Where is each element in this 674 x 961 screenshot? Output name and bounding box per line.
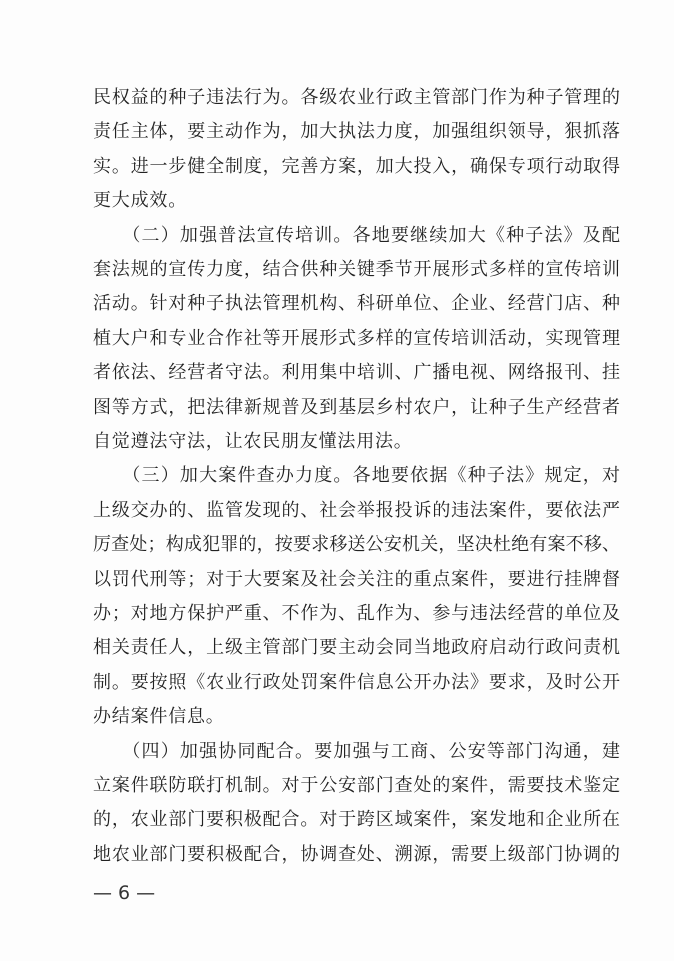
text-line: 自觉遵法守法，让农民朋友懂法用法。 [93, 431, 413, 452]
text-line: 更大成效。 [93, 190, 187, 212]
text-line: 民权益的种子违法行为。各级农业行政主管部门作为种子管理的 [93, 87, 620, 108]
text-line: 制。要按照《农业行政处罚案件信息公开办法》要求，及时公开 [93, 671, 620, 693]
text-line: 以罚代刑等；对于大要案及社会关注的重点案件，要进行挂牌督 [93, 568, 620, 590]
text-line: 植大户和专业合作社等开展形式多样的宣传培训活动，实现管理 [93, 327, 620, 349]
page-number: — 6 — [93, 882, 156, 904]
text-line: 活动。针对种子执法管理机构、科研单位、企业、经营门店、种 [93, 293, 620, 315]
text-line: 立案件联防联打机制。对于公安部门查处的案件，需要技术鉴定 [93, 775, 620, 796]
text-line: （三）加大案件查办力度。各地要依据《种子法》规定，对 [93, 465, 620, 487]
text-line: 上级交办的、监管发现的、社会举报投诉的违法案件，要依法严 [93, 499, 620, 521]
text-line: 办结案件信息。 [93, 706, 225, 728]
text-line: 责任主体，要主动作为，加大执法力度，加强组织领导，狠抓落 [93, 121, 620, 143]
text-line: 办；对地方保护严重、不作为、乱作为、参与违法经营的单位及 [93, 603, 620, 624]
text-line: （四）加强协同配合。要加强与工商、公安等部门沟通，建 [93, 740, 620, 762]
text-line: 地农业部门要积极配合，协调查处、溯源，需要上级部门协调的 [93, 843, 620, 865]
text-line: 相关责任人，上级主管部门要主动会同当地政府启动行政问责机 [93, 637, 620, 659]
text-line: 实。进一步健全制度，完善方案，加大投入，确保专项行动取得 [93, 155, 620, 177]
text-line: 的，农业部门要积极配合。对于跨区域案件，案发地和企业所在 [93, 809, 620, 831]
text-line: （二）加强普法宣传培训。各地要继续加大《种子法》及配 [93, 224, 620, 246]
text-line: 厉查处；构成犯罪的，按要求移送公安机关，坚决杜绝有案不移、 [93, 534, 620, 556]
text-line: 者依法、经营者守法。利用集中培训、广播电视、网络报刊、挂 [93, 362, 620, 384]
text-line: 图等方式，把法律新规普及到基层乡村农户，让种子生产经营者 [93, 396, 620, 418]
text-line: 套法规的宣传力度，结合供种关键季节开展形式多样的宣传培训 [93, 259, 620, 280]
